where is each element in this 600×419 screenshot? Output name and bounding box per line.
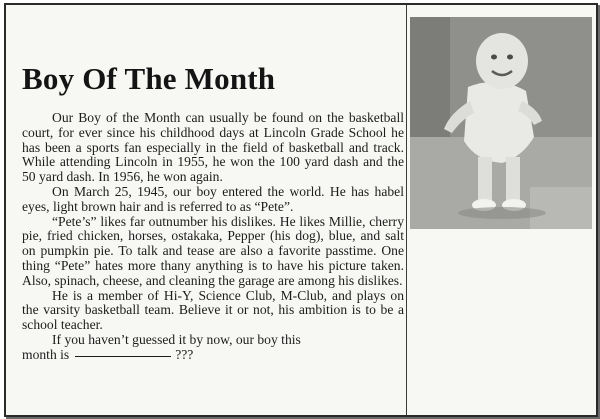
article-body [22, 111, 404, 363]
paragraph-birth: On March 25, 1945, our boy entered the world. He has habel eyes, light brown hair and is referred to as “Pete”. [22, 183, 404, 214]
paragraph-likes: “Pete’s” likes far outnumber his dislikes. He likes Millie, cherry pie, fried chicken, horses, ostakaka, Pepper (his dog), blue, and salt on pumpkin pie. To talk and tease are also a favorite passtime. One thing “Pete” hates more thany anything is to have his picture taken. Also, spinach, cheese, and cleaning the garage are among his dislikes. [22, 213, 404, 288]
article-column [16, 13, 402, 409]
column-divider [406, 5, 407, 415]
toddler-illustration [410, 17, 592, 229]
closing-suffix: ??? [175, 346, 194, 362]
newspaper-clipping [4, 3, 598, 417]
article-headline: Boy Of The Month [22, 61, 276, 96]
paragraph-sports: Our Boy of the Month can usually be found on the basketball court, for ever since his childhood days at Lincoln Grade School he has been a sports fan especially in the field of basketball and track. While attending Lincoln in 1955, he won the 100 yard dash and the 50 yard dash. In 1956, he won again. [22, 110, 404, 185]
toddler-photo [410, 17, 592, 229]
paragraph-clubs: He is a member of Hi-Y, Science Club, M-Club, and plays on the varsity basketball team. Believe it or not, his ambition is to be a school teacher. [22, 287, 404, 333]
closing-prefix: month is [22, 346, 70, 362]
guess-blank [75, 356, 171, 357]
closing-line [22, 348, 404, 363]
paragraph-closing: If you haven’t guessed it by now, our boy this [52, 331, 301, 347]
